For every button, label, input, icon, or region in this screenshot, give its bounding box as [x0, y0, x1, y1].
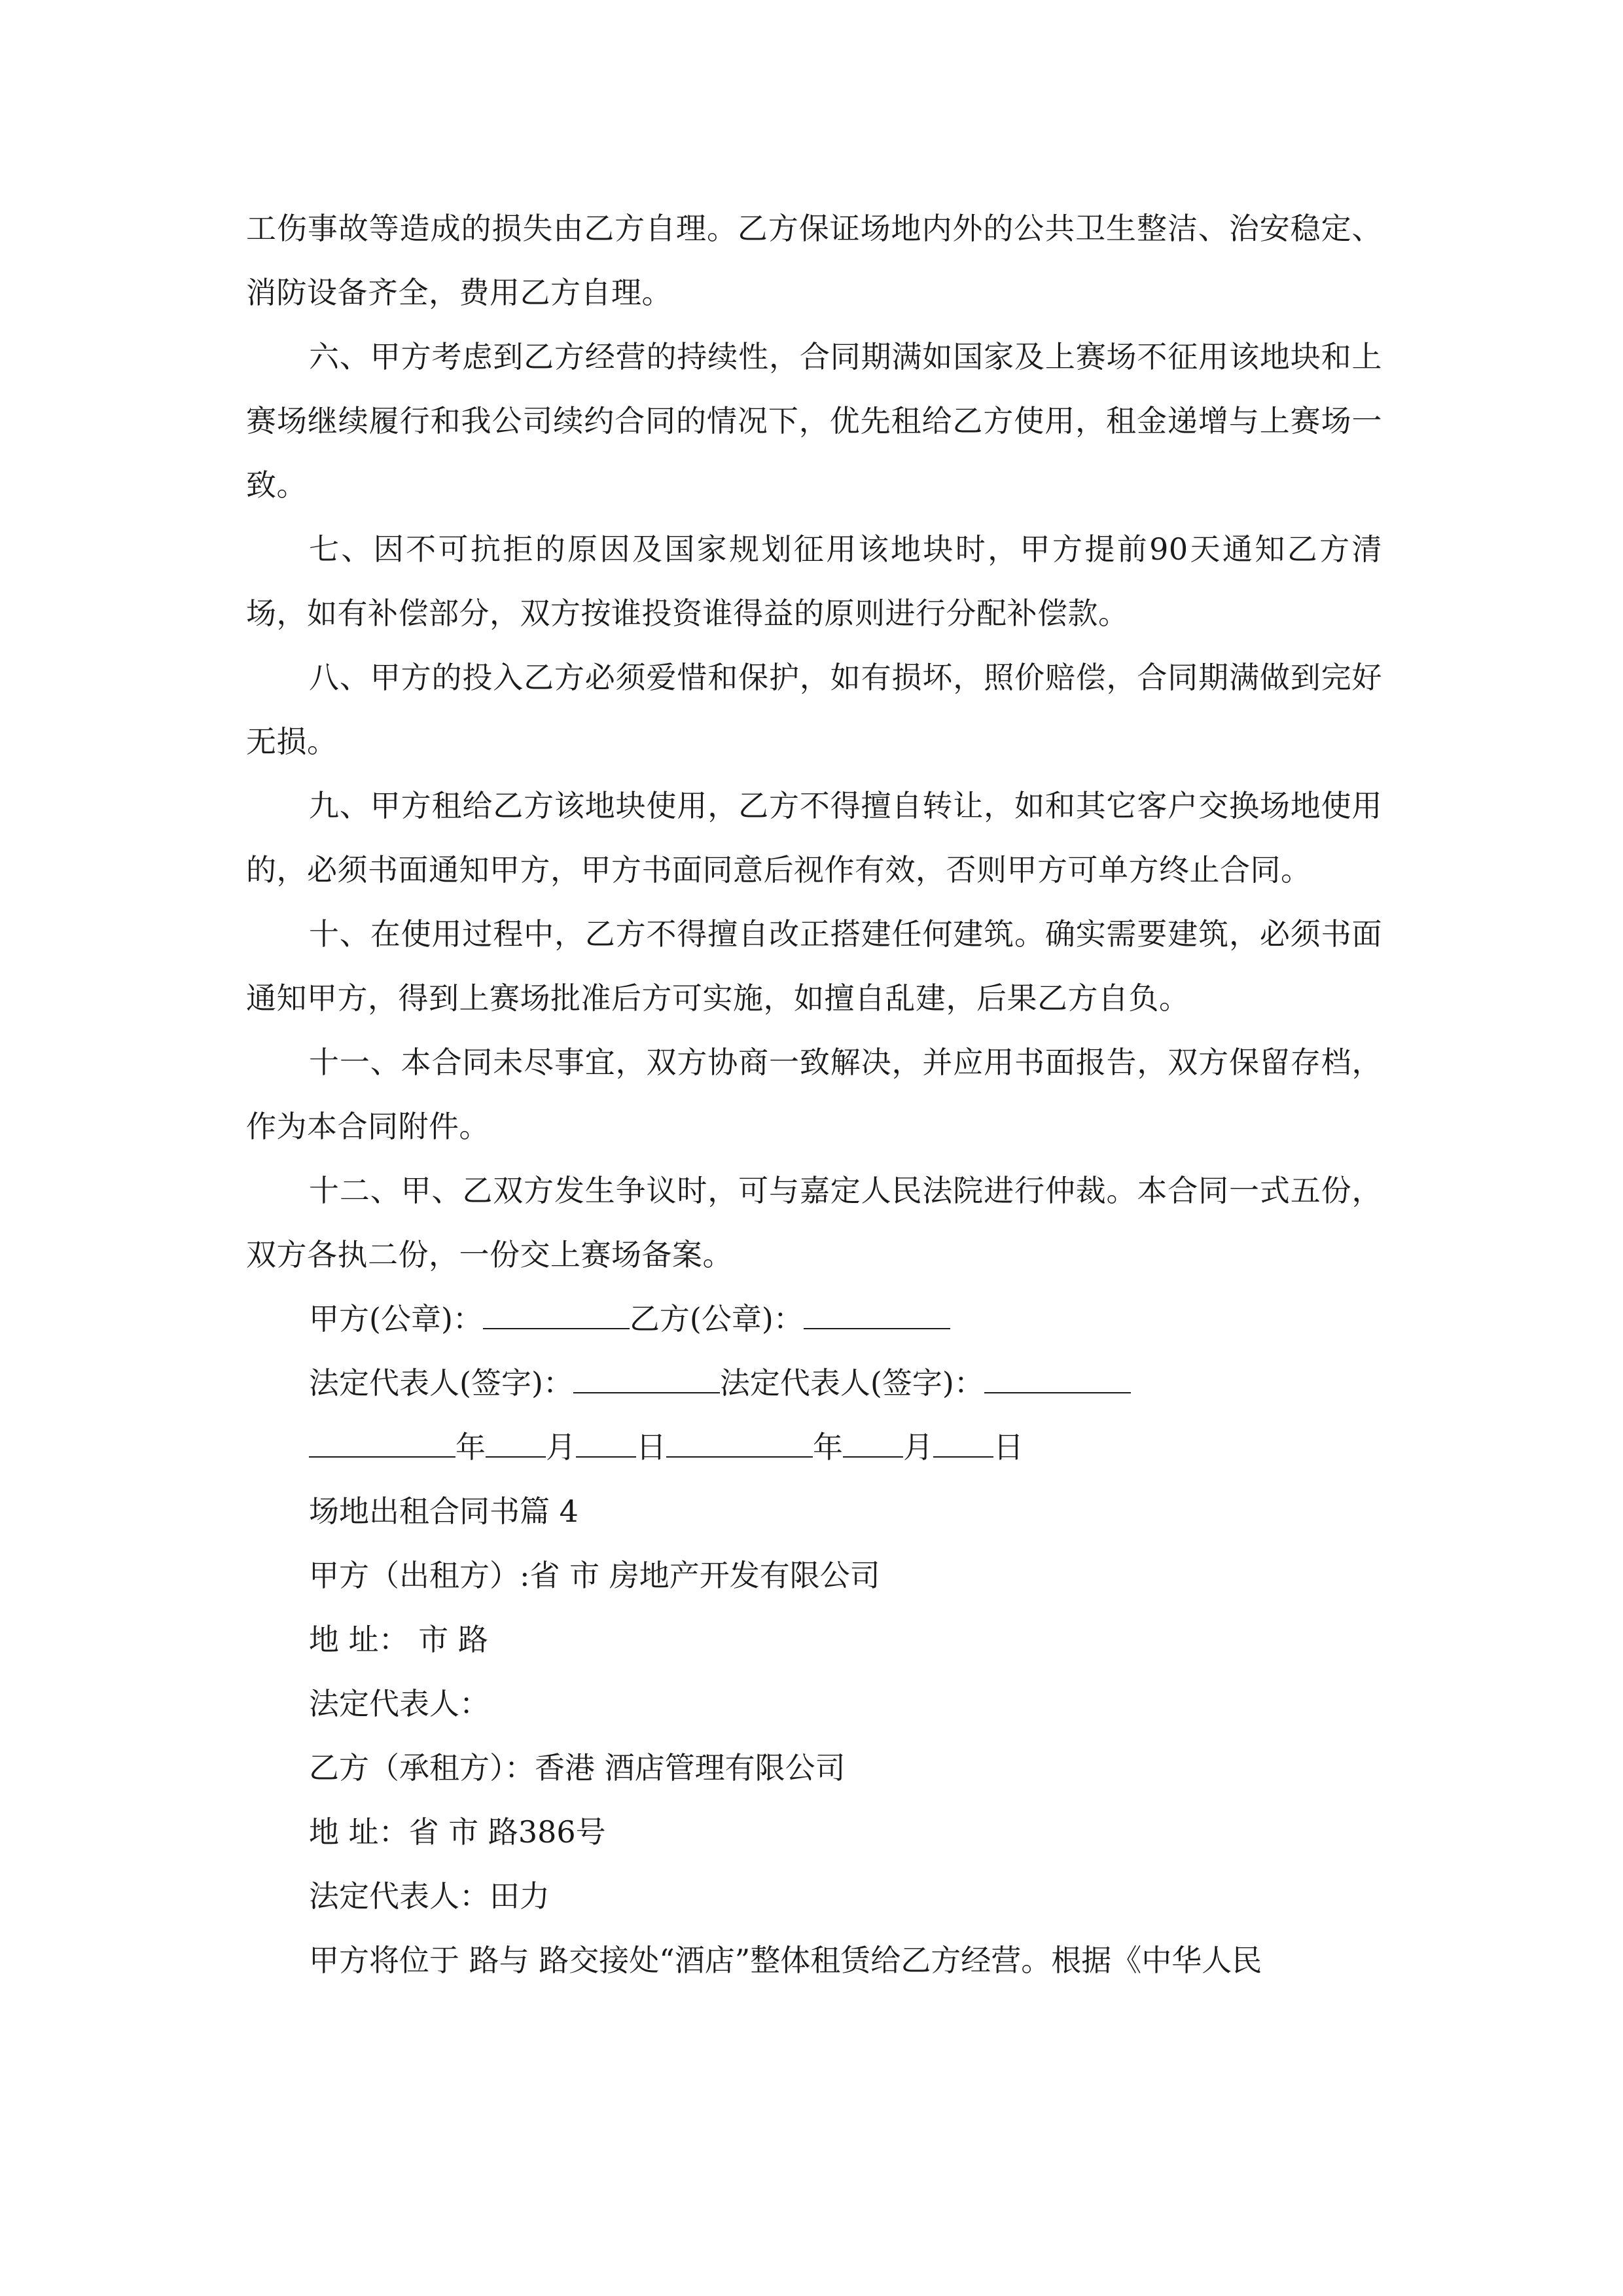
month-a-blank	[486, 1422, 546, 1458]
clause-8: 八、甲方的投入乙方必须爱惜和保护，如有损坏，照价赔偿，合同期满做到完好无损。	[246, 660, 1382, 759]
document-body	[246, 196, 1382, 1992]
party-b-seal-label: 乙方(公章)：	[629, 1301, 804, 1336]
clause-12: 十二、甲、乙双方发生争议时，可与嘉定人民法院进行仲裁。本合同一式五份，双方各执二份，一份交上赛场备案。	[246, 1173, 1382, 1272]
clause-9: 九、甲方租给乙方该地块使用，乙方不得擅自转让，如和其它客户交换场地使用的，必须书面通知甲方，甲方书面同意后视作有效，否则甲方可单方终止合同。	[246, 788, 1382, 888]
party-a-seal-label: 甲方(公章)：	[309, 1301, 483, 1336]
month-b-blank	[843, 1422, 903, 1458]
year-a-label: 年	[455, 1429, 486, 1465]
clause-11: 十一、本合同未尽事宜，双方协商一致解决，并应用书面报告，双方保留存档，作为本合同附件。	[246, 1045, 1382, 1144]
party-b-seal-blank	[804, 1294, 950, 1329]
month-b-label: 月	[903, 1429, 933, 1465]
rep-a-blank	[573, 1358, 720, 1393]
day-b-blank	[933, 1422, 993, 1458]
rep-b-blank	[984, 1358, 1131, 1393]
party-a-representative: 法定代表人：	[309, 1686, 490, 1721]
party-b-representative: 法定代表人：田力	[309, 1878, 550, 1914]
year-b-blank	[666, 1422, 813, 1458]
rep-b-label: 法定代表人(签字)：	[719, 1365, 984, 1401]
party-b-line: 乙方（承租方）：香港 酒店管理有限公司	[309, 1750, 846, 1785]
section-title: 场地出租合同书篇 4	[309, 1494, 579, 1529]
party-a-seal-blank	[483, 1294, 630, 1329]
party-a-address: 地 址： 市 路	[309, 1622, 488, 1657]
representative-signature-line	[246, 1351, 1382, 1415]
clause-7: 七、因不可抗拒的原因及国家规划征用该地块时，甲方提前90天通知乙方清场，如有补偿部分，双方按谁投资谁得益的原则进行分配补偿款。	[246, 531, 1382, 631]
rep-a-label: 法定代表人(签字)：	[309, 1365, 573, 1401]
closing-partial-line: 甲方将位于 路与 路交接处“酒店”整体租赁给乙方经营。根据《中华人民	[309, 1943, 1262, 1978]
day-b-label: 日	[993, 1429, 1024, 1465]
clause-10: 十、在使用过程中，乙方不得擅自改正搭建任何建筑。确实需要建筑，必须书面通知甲方，得到上赛场批准后方可实施，如擅自乱建，后果乙方自负。	[246, 916, 1382, 1016]
party-a-line: 甲方（出租方）:省 市 房地产开发有限公司	[309, 1558, 880, 1593]
party-b-address: 地 址：省 市 路386号	[309, 1814, 606, 1850]
year-a-blank	[309, 1422, 455, 1458]
day-a-blank	[576, 1422, 636, 1458]
continued-paragraph: 工伤事故等造成的损失由乙方自理。乙方保证场地内外的公共卫生整洁、治安稳定、消防设备齐全，费用乙方自理。	[246, 211, 1382, 310]
clause-6: 六、甲方考虑到乙方经营的持续性，合同期满如国家及上赛场不征用该地块和上赛场继续履行和我公司续约合同的情况下，优先租给乙方使用，租金递增与上赛场一致。	[246, 339, 1382, 503]
seal-line	[246, 1287, 1382, 1351]
day-a-label: 日	[636, 1429, 666, 1465]
year-b-label: 年	[813, 1429, 843, 1465]
month-a-label: 月	[546, 1429, 576, 1465]
date-line	[246, 1415, 1382, 1479]
